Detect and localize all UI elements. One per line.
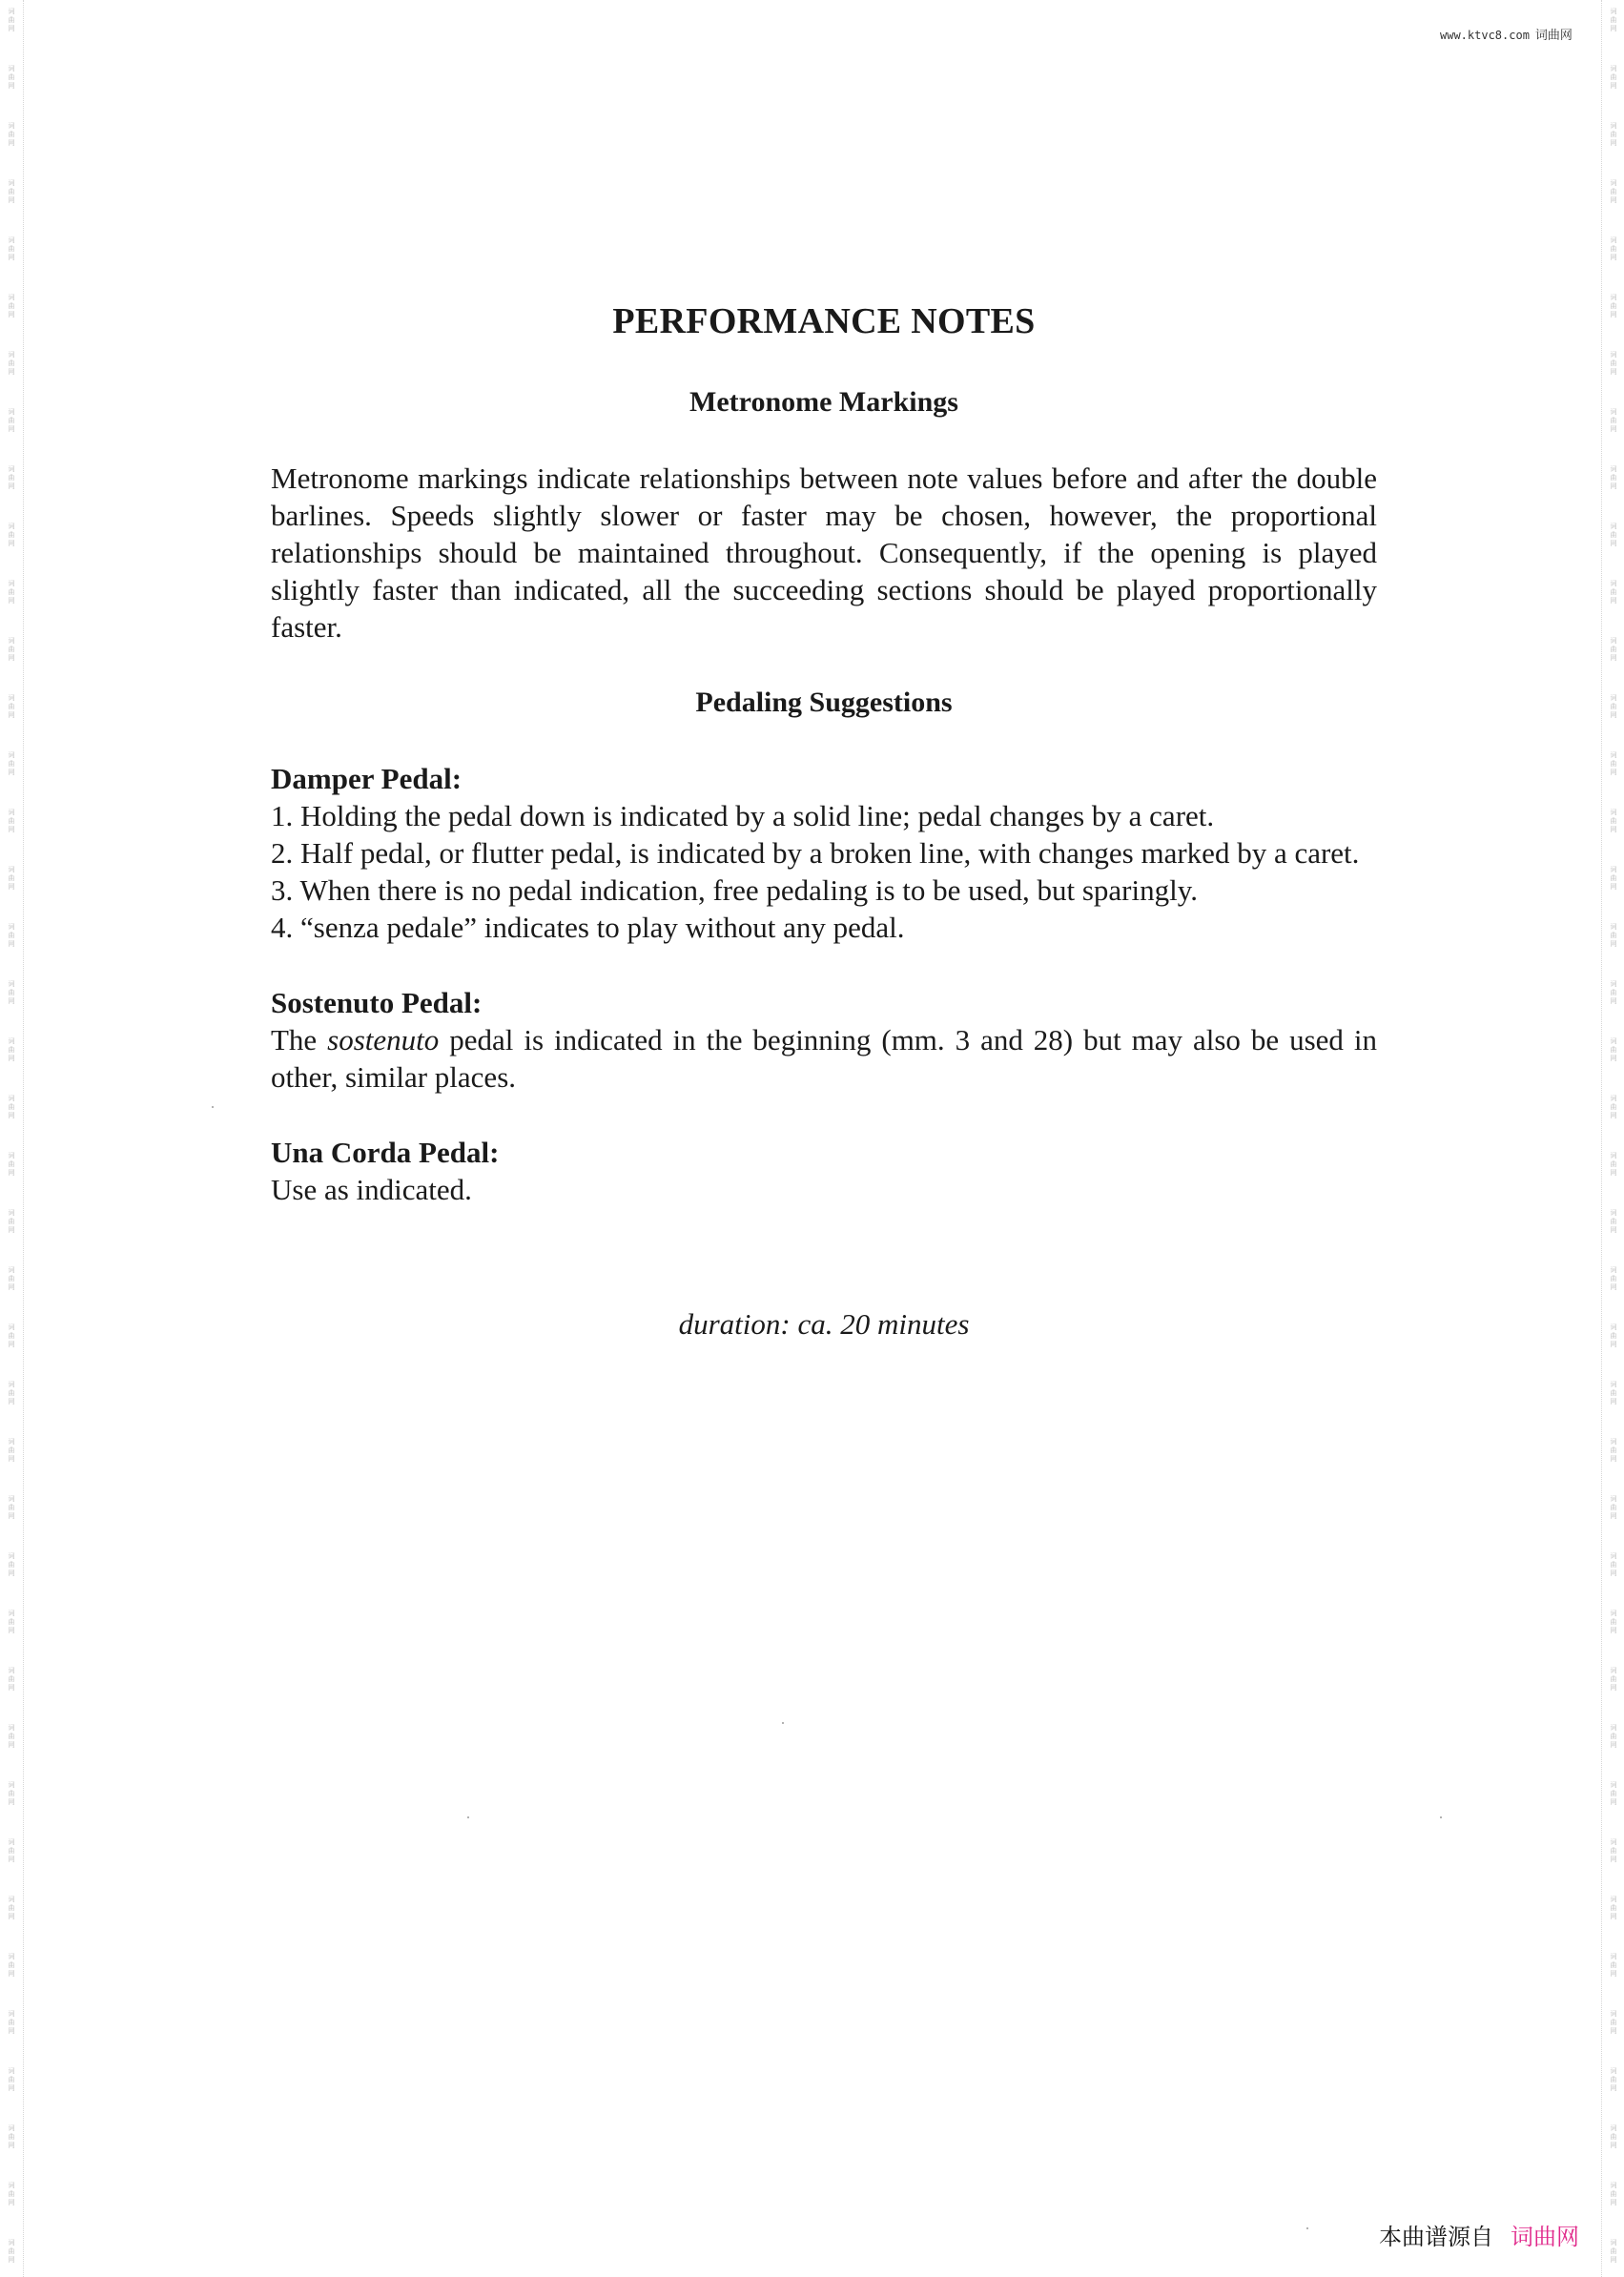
watermark-mark: 词 曲 网: [8, 2239, 15, 2264]
watermark-mark: 词 曲 网: [1610, 236, 1617, 261]
watermark-mark: 词 曲 网: [1610, 1209, 1617, 1234]
watermark-mark: 词 曲 网: [1610, 465, 1617, 490]
watermark-mark: 词 曲 网: [8, 179, 15, 204]
watermark-mark: 词 曲 网: [8, 1953, 15, 1978]
una-corda-text: Use as indicated.: [271, 1173, 472, 1206]
footer-site-name[interactable]: 词曲网: [1511, 2224, 1579, 2250]
watermark-mark: 词 曲 网: [8, 1438, 15, 1463]
footer-source-text: 本曲谱源自: [1379, 2224, 1493, 2250]
watermark-mark: 词 曲 网: [8, 923, 15, 948]
page-title: PERFORMANCE NOTES: [612, 301, 1036, 341]
watermark-mark: 词 曲 网: [1610, 1724, 1617, 1749]
sostenuto-text-before: The: [271, 1023, 328, 1056]
watermark-mark: 词 曲 网: [8, 1323, 15, 1348]
watermark-mark: 词 曲 网: [8, 351, 15, 376]
watermark-mark: 词 曲 网: [8, 465, 15, 490]
pedaling-heading: Pedaling Suggestions: [695, 687, 953, 718]
site-name[interactable]: 词曲网: [1534, 29, 1573, 43]
watermark-mark: 词 曲 网: [8, 2067, 15, 2092]
watermark-mark: 词 曲 网: [1610, 1266, 1617, 1291]
damper-item-3: 3. When there is no pedal indication, free pedaling is to be used, but sparingly.: [271, 873, 1198, 907]
metronome-heading: Metronome Markings: [689, 386, 958, 418]
performance-notes: [271, 286, 1377, 1344]
watermark-mark: 词 曲 网: [8, 1896, 15, 1920]
watermark-mark: 词 曲 网: [8, 980, 15, 1005]
watermark-mark: 词 曲 网: [8, 694, 15, 719]
watermark-mark: 词 曲 网: [8, 523, 15, 547]
sostenuto-term: sostenuto: [327, 1023, 440, 1056]
watermark-mark: 词 曲 网: [8, 637, 15, 662]
watermark-mark: 词 曲 网: [8, 2010, 15, 2035]
watermark-mark: 词 曲 网: [1610, 751, 1617, 776]
watermark-mark: 词 曲 网: [1610, 1037, 1617, 1062]
watermark-mark: 词 曲 网: [8, 1838, 15, 1863]
watermark-mark: 词 曲 网: [8, 1495, 15, 1520]
watermark-mark: 词 曲 网: [8, 1037, 15, 1062]
watermark-mark: 词 曲 网: [1610, 523, 1617, 547]
watermark-mark: 词 曲 网: [8, 122, 15, 147]
right-watermark-strip: [1601, 0, 1624, 2277]
sostenuto-paragraph: [271, 1021, 1377, 1096]
watermark-mark: 词 曲 网: [1610, 866, 1617, 891]
watermark-mark: 词 曲 网: [1610, 2010, 1617, 2035]
scan-speck: [1306, 2227, 1308, 2229]
watermark-mark: 词 曲 网: [8, 751, 15, 776]
damper-pedal-heading: Damper Pedal:: [271, 762, 463, 795]
watermark-mark: 词 曲 网: [1610, 1152, 1617, 1177]
watermark-mark: 词 曲 网: [8, 1152, 15, 1177]
watermark-mark: 词 曲 网: [8, 1381, 15, 1405]
watermark-mark: 词 曲 网: [8, 2124, 15, 2149]
watermark-mark: 词 曲 网: [8, 1667, 15, 1692]
watermark-mark: 词 曲 网: [1610, 1438, 1617, 1463]
metronome-paragraph: Metronome markings indicate relationships between note values before and after the double barlines. Speeds slightly slower or faster may be chosen, however, the proportional relationships should be maintained throughout. Consequently, if the opening is played slightly faster than indicated, all the succeeding sections should be played proportionally faster.: [271, 462, 1377, 644]
watermark-mark: 词 曲 网: [1610, 1781, 1617, 1806]
watermark-mark: 词 曲 网: [1610, 408, 1617, 433]
watermark-mark: 词 曲 网: [1610, 1495, 1617, 1520]
watermark-mark: 词 曲 网: [8, 1724, 15, 1749]
watermark-mark: 词 曲 网: [1610, 2067, 1617, 2092]
watermark-mark: 词 曲 网: [1610, 1896, 1617, 1920]
watermark-mark: 词 曲 网: [8, 1610, 15, 1634]
scan-speck: [782, 1722, 784, 1724]
watermark-mark: 词 曲 网: [8, 1552, 15, 1577]
watermark-mark: 词 曲 网: [1610, 694, 1617, 719]
watermark-mark: 词 曲 网: [1610, 1838, 1617, 1863]
scan-speck: [467, 1816, 469, 1818]
sostenuto-pedal-heading: Sostenuto Pedal:: [271, 986, 483, 1019]
watermark-mark: 词 曲 网: [1610, 2124, 1617, 2149]
watermark-mark: 词 曲 网: [1610, 2239, 1617, 2264]
scan-speck: [212, 1106, 214, 1108]
watermark-mark: 词 曲 网: [8, 1209, 15, 1234]
watermark-mark: 词 曲 网: [8, 809, 15, 833]
damper-item-2: 2. Half pedal, or flutter pedal, is indicated by a broken line, with changes marked by a caret.: [271, 836, 1360, 870]
watermark-mark: 词 曲 网: [1610, 637, 1617, 662]
site-url[interactable]: www.ktvc8.com: [1440, 29, 1530, 42]
watermark-mark: 词 曲 网: [1610, 1610, 1617, 1634]
watermark-mark: 词 曲 网: [1610, 1095, 1617, 1119]
watermark-mark: 词 曲 网: [8, 408, 15, 433]
watermark-mark: 词 曲 网: [1610, 8, 1617, 32]
watermark-mark: 词 曲 网: [1610, 809, 1617, 833]
watermark-mark: 词 曲 网: [1610, 1381, 1617, 1405]
watermark-mark: 词 曲 网: [1610, 923, 1617, 948]
watermark-mark: 词 曲 网: [8, 580, 15, 605]
watermark-mark: 词 曲 网: [8, 8, 15, 32]
watermark-mark: 词 曲 网: [8, 1095, 15, 1119]
watermark-mark: 词 曲 网: [8, 65, 15, 90]
watermark-mark: 词 曲 网: [1610, 580, 1617, 605]
scan-speck: [1440, 1816, 1442, 1818]
watermark-mark: 词 曲 网: [1610, 980, 1617, 1005]
watermark-mark: 词 曲 网: [8, 866, 15, 891]
watermark-mark: 词 曲 网: [1610, 1667, 1617, 1692]
left-watermark-strip: [0, 0, 24, 2277]
damper-item-4: 4. “senza pedale” indicates to play without any pedal.: [271, 911, 905, 944]
watermark-mark: 词 曲 网: [8, 1781, 15, 1806]
site-header: [1440, 25, 1597, 43]
watermark-mark: 词 曲 网: [1610, 122, 1617, 147]
footer-source: [1379, 2218, 1579, 2251]
watermark-mark: 词 曲 网: [1610, 65, 1617, 90]
watermark-mark: 词 曲 网: [8, 236, 15, 261]
watermark-mark: 词 曲 网: [1610, 1552, 1617, 1577]
watermark-mark: 词 曲 网: [1610, 294, 1617, 318]
watermark-mark: 词 曲 网: [8, 2182, 15, 2206]
watermark-mark: 词 曲 网: [8, 294, 15, 318]
sostenuto-text-after: pedal is indicated in the beginning (mm. 3 and 28) but may also be used in other, similar places.: [271, 1023, 1377, 1094]
una-corda-pedal-heading: Una Corda Pedal:: [271, 1136, 500, 1169]
watermark-mark: 词 曲 网: [1610, 2182, 1617, 2206]
watermark-mark: 词 曲 网: [1610, 1323, 1617, 1348]
damper-item-1: 1. Holding the pedal down is indicated by a solid line; pedal changes by a caret.: [271, 799, 1215, 832]
duration-note: duration: ca. 20 minutes: [678, 1307, 970, 1341]
watermark-mark: 词 曲 网: [1610, 351, 1617, 376]
watermark-mark: 词 曲 网: [1610, 1953, 1617, 1978]
watermark-mark: 词 曲 网: [8, 1266, 15, 1291]
watermark-mark: 词 曲 网: [1610, 179, 1617, 204]
